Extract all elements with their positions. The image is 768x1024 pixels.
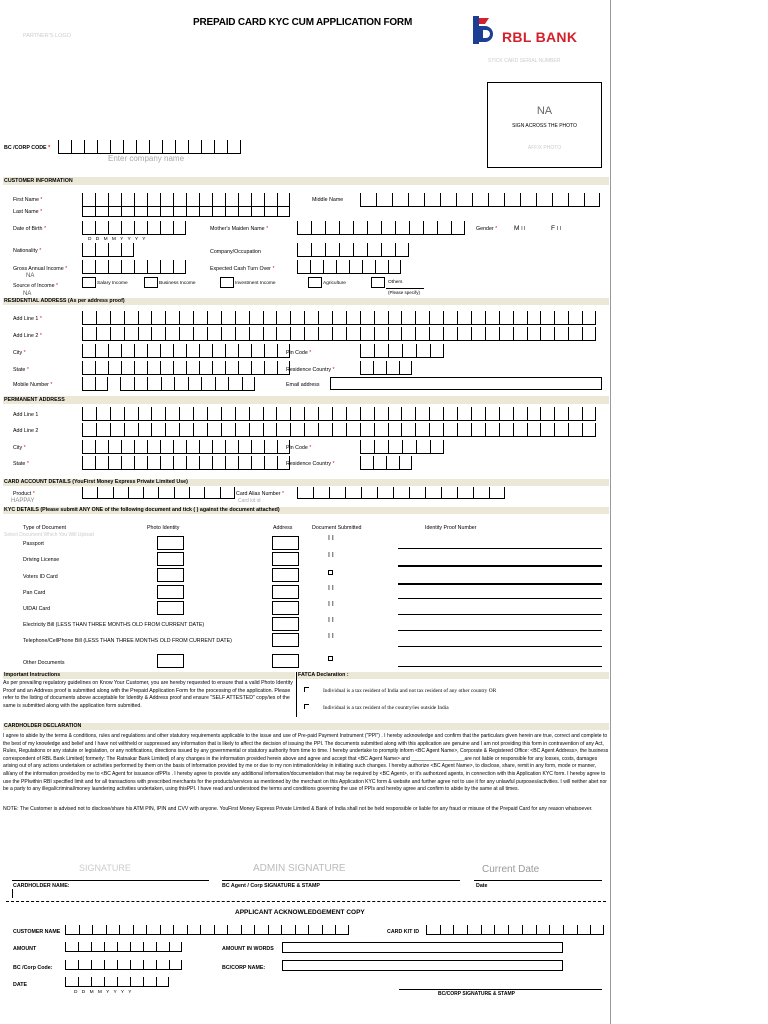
last-name-label: Last Name * — [13, 209, 43, 215]
current-date-field[interactable]: Current Date — [482, 864, 540, 875]
res-line1-label: Add Line 1 * — [13, 316, 42, 322]
kyc-col-photo: Photo Identity — [147, 525, 180, 531]
kyc-col-submitted: Document Submitted — [312, 525, 362, 531]
instructions-divider — [296, 672, 297, 717]
perm-state-boxes[interactable] — [82, 456, 290, 470]
agriculture-checkbox[interactable] — [308, 277, 322, 288]
ack-stamp-line — [399, 989, 602, 990]
passport-address-checkbox[interactable] — [272, 536, 299, 550]
voters-photo-checkbox[interactable] — [157, 568, 184, 582]
card-alias-input[interactable]: Card kit id — [238, 498, 261, 504]
others-specify-hint: (Please specify) — [388, 290, 421, 295]
company-name-input[interactable]: Enter company name — [108, 154, 185, 163]
res-state-boxes[interactable] — [82, 361, 290, 375]
telephone-proof-number[interactable] — [398, 646, 602, 647]
kyc-doc-other: Other Documents — [23, 660, 65, 666]
voters-submitted-checkbox[interactable] — [328, 570, 333, 575]
uidai-address-checkbox[interactable] — [272, 601, 299, 615]
res-city-boxes[interactable] — [82, 344, 290, 358]
mobile-number-boxes[interactable] — [120, 377, 255, 391]
driving-photo-checkbox[interactable] — [157, 552, 184, 566]
ack-date-format-hint: D D M M Y Y Y Y — [74, 990, 132, 995]
bc-signature-label: BC Agent / Corp SIGNATURE & STAMP — [222, 883, 320, 889]
bc-code-label: BC /CORP CODE * — [4, 145, 51, 151]
email-label: Email address — [286, 382, 320, 388]
ack-bc-code-label: BC /Corp Code: — [13, 965, 53, 971]
salary-income-label: Salary Income — [97, 281, 128, 286]
investment-income-label: Investment Income — [235, 281, 276, 286]
ack-date-label: DATE — [13, 982, 28, 988]
ack-amount-label: AMOUNT — [13, 946, 37, 952]
salary-income-checkbox[interactable] — [82, 277, 96, 288]
fatca-india-label: Individual is a tax resident of India and not tax resident of any other country OR — [323, 688, 497, 694]
res-pin-label: Pin Code * — [286, 350, 312, 356]
mother-maiden-name-label: Mother's Maiden Name * — [210, 226, 269, 232]
mobile-label: Mobile Number * — [13, 382, 53, 388]
cardholder-name-cursor — [12, 889, 13, 898]
fatca-india-checkbox[interactable] — [304, 687, 309, 692]
expected-turnover-boxes[interactable] — [297, 260, 401, 274]
gender-label: Gender * — [476, 226, 498, 232]
voters-address-checkbox[interactable] — [272, 568, 299, 582]
section-customer-info: CUSTOMER INFORMATION — [3, 177, 609, 185]
bank-name: RBL BANK — [502, 29, 578, 45]
gross-income-boxes[interactable] — [82, 260, 186, 274]
fatca-outside-checkbox[interactable] — [304, 704, 309, 709]
first-name-label: First Name * — [13, 197, 43, 203]
passport-photo-checkbox[interactable] — [157, 536, 184, 550]
section-cardholder-declaration: CARDHOLDER DECLARATION — [3, 723, 609, 730]
dob-boxes[interactable] — [82, 221, 186, 235]
telephone-address-checkbox[interactable] — [272, 633, 299, 647]
ack-title: APPLICANT ACKNOWLEDGEMENT COPY — [235, 909, 365, 916]
perm-city-label: City * — [13, 445, 26, 451]
gross-income-value: NA — [26, 273, 35, 279]
cardholder-name-label: CARDHOLDER NAME: — [13, 883, 70, 889]
source-income-value: NA — [23, 291, 32, 297]
others-checkbox[interactable] — [371, 277, 385, 288]
res-pin-boxes[interactable] — [360, 344, 444, 358]
electricity-proof-number[interactable] — [398, 630, 602, 631]
date-label: Date — [476, 883, 488, 889]
perm-line2-label: Add Line 2 — [13, 428, 39, 434]
middle-name-label: Middle Name — [312, 197, 344, 203]
uidai-proof-number[interactable] — [398, 614, 602, 615]
section-card-account: CARD ACCOUNT DETAILS (YouFirst Money Express Private Limited Use) — [3, 479, 609, 486]
ack-date-boxes[interactable] — [65, 977, 169, 987]
pan-address-checkbox[interactable] — [272, 585, 299, 599]
perm-pin-label: Pin Code * — [286, 445, 312, 451]
fatca-title: FATCA Declaration : — [297, 672, 609, 679]
expected-turnover-label: Expected Cash Turn Over * — [210, 266, 275, 272]
cardholder-name-line — [12, 880, 209, 881]
voters-proof-number[interactable] — [398, 583, 602, 585]
last-name-boxes[interactable] — [82, 203, 290, 217]
other-address-checkbox[interactable] — [272, 654, 299, 668]
source-income-label: Source of Income * — [13, 283, 59, 289]
ack-amount-boxes[interactable] — [65, 942, 182, 952]
res-country-label: Residence Country * — [286, 367, 335, 373]
other-proof-number[interactable] — [398, 666, 602, 667]
bc-signature-line — [222, 880, 460, 881]
pan-photo-checkbox[interactable] — [157, 585, 184, 599]
business-income-label: Business Income — [159, 281, 196, 286]
res-country-boxes[interactable] — [360, 361, 412, 375]
partner-logo: PARTNER'S LOGO — [23, 33, 71, 39]
kyc-doc-driving: Driving License — [23, 557, 60, 563]
ack-amount-words-label: AMOUNT IN WORDS — [222, 946, 274, 952]
kyc-col-type: Type of Document — [23, 525, 66, 531]
kyc-doc-uidai: UIDAI Card — [23, 606, 51, 612]
kyc-select-hint: Select Document Which You Will Upload — [4, 532, 94, 538]
res-state-label: State * — [13, 367, 29, 373]
res-line2-boxes[interactable] — [82, 327, 596, 341]
product-label: Product * — [13, 491, 35, 497]
other-submitted-checkbox[interactable] — [328, 656, 333, 661]
res-line1-boxes[interactable] — [82, 311, 596, 325]
photo-box[interactable] — [487, 82, 602, 168]
photo-caption: SIGN ACROSS THE PHOTO — [512, 123, 577, 129]
serial-number-label: STICK CARD SERIAL NUMBER — [488, 58, 561, 64]
ack-bc-name-label: BC/CORP NAME: — [222, 965, 266, 971]
rbl-bank-logo — [471, 16, 601, 50]
section-kyc: KYC DETAILS (Please submit ANY ONE of the following document and tick ( ) against the document attached) — [3, 507, 609, 514]
gender-male-option[interactable]: M I I — [514, 225, 526, 232]
driving-submitted-toggle[interactable]: I I — [328, 552, 334, 559]
ack-customer-name-boxes[interactable] — [65, 925, 349, 935]
ack-bc-name-input[interactable] — [282, 960, 563, 971]
dob-label: Date of Birth * — [13, 226, 46, 232]
driving-address-checkbox[interactable] — [272, 552, 299, 566]
perm-line1-label: Add Line 1 — [13, 412, 39, 418]
kyc-doc-passport: Passport — [23, 541, 44, 547]
nationality-label: Nationality * — [13, 248, 42, 254]
mother-maiden-name-boxes[interactable] — [297, 221, 465, 235]
pan-submitted-toggle[interactable]: I I — [328, 585, 334, 592]
driving-proof-number[interactable] — [398, 565, 602, 567]
gross-income-label: Gross Annual Income * — [13, 266, 68, 272]
passport-proof-number[interactable] — [398, 548, 602, 549]
form-title: PREPAID CARD KYC CUM APPLICATION FORM — [193, 17, 413, 28]
uidai-photo-checkbox[interactable] — [157, 601, 184, 615]
declaration-note: NOTE: The Customer is advised not to disclose/share his ATM PIN, IPIN and CVV with anyone. YouFirst Money Express Private Limited & Bank of India shall not be held responsible or liable for any fraud or misuse of the Prepaid Card for any reason whatsoever. — [3, 806, 593, 812]
product-boxes[interactable] — [82, 487, 235, 499]
email-input[interactable] — [330, 377, 602, 390]
cut-line — [6, 901, 606, 902]
company-occupation-boxes[interactable] — [297, 243, 409, 257]
card-alias-label: Card Alias Number * — [236, 491, 284, 497]
electricity-submitted-toggle[interactable]: I I — [328, 617, 334, 624]
investment-income-checkbox[interactable] — [220, 277, 234, 288]
company-occupation-label: Company/Occupation — [210, 249, 261, 255]
kyc-doc-pan: Pan Card — [23, 590, 46, 596]
passport-submitted-toggle[interactable]: I I — [328, 535, 334, 542]
kyc-col-proof: Identity Proof Number — [425, 525, 477, 531]
ack-amount-words-input[interactable] — [282, 942, 563, 953]
product-value: HAPPAY — [11, 498, 35, 504]
kyc-doc-voters: Voters ID Card — [23, 574, 58, 580]
electricity-address-checkbox[interactable] — [272, 617, 299, 631]
res-line2-label: Add Line 2 * — [13, 333, 42, 339]
ack-card-kit-label: CARD KIT ID — [387, 929, 420, 935]
perm-state-label: State * — [13, 461, 29, 467]
perm-country-label: Residence Country * — [286, 461, 335, 467]
kyc-doc-electricity: Electricity Bill (LESS THAN THREE MONTHS OLD FROM CURRENT DATE) — [23, 622, 205, 628]
declaration-text: I agree to abide by the terms & conditions, rules and regulations and other statutory requirements applicable to the issue and use of Pre-paid Payment Instrument ("PPI") . I hereby acknowledge and confirm that the particulars given herein are true, correct and complete to the best of my knowledge and belief and I have not withheld or suppressed any information that is likely to affect the decision of issuing the PPI. The documents submitted along with this application are genuine and I am not providing this form in contravention of any Act, Rules, Regulations or any statute or legislation, or any notifications, directions issued by any governmental or statutory authority from time to time. I hereby undertake to promptly inform <BC Agent Name>, Corporate & Registered Office: <BC Agent Address>, the business correspondent of RBL Bank Limited( formerly: The Ratnakar Bank Limited) of any changes in the information provided herein above and agree and accept that <BC Agent Name> and ___________________are not liable or responsible for any losses, costs, damages arising out of any actions undertaken or activities performed by them on the basis of information provided by me or due to my non intimation/delay in initiating such changes. I hereby authorize <BC Agent Name>, to disclose, share, remit in any form, mode or manner, all/any of the information provided by me to <BC Agent for issuance ofPPIs . I hereby agree to provide any additional information/documentation that may be required by <BC Agent>, or it's authorized agents, in connection with this Application KYC form. I hereby agree to use the PPIwithin RBI specified limit and for all transactions with prescribed merchants for the products/services as mentioned by the merchant on this Application KYC form & website and further agree not to use it for any unlawful purposes/activities. I will neither abet nor be a party to any illegal/criminal/money laundering activities undertaken, using thisPPI. I have read and understood the terms and conditions governing the use of PPIs and hereby agree and confirm to abide by the same at all times. — [3, 733, 609, 793]
mobile-prefix-boxes[interactable] — [82, 377, 108, 391]
bc-code-boxes[interactable] — [58, 140, 241, 154]
ack-bc-code-boxes[interactable] — [65, 960, 182, 970]
fatca-outside-label: Individual is a tax resident of the country/ies outside India — [323, 705, 449, 711]
others-label: Others — [388, 280, 403, 285]
business-income-checkbox[interactable] — [144, 277, 158, 288]
res-city-label: City * — [13, 350, 26, 356]
uidai-submitted-toggle[interactable]: I I — [328, 601, 334, 608]
section-residential-address: RESIDENTIAL ADDRESS (As per address proof) — [3, 298, 609, 305]
ack-customer-name-label: CUSTOMER NAME — [13, 929, 61, 935]
dob-format-hint: D D M M Y Y Y Y — [88, 237, 146, 242]
perm-city-boxes[interactable] — [82, 440, 290, 454]
date-line — [474, 880, 602, 881]
others-specify-line[interactable] — [386, 288, 424, 289]
ack-stamp-label: BC/CORP SIGNATURE & STAMP — [438, 991, 515, 997]
kyc-col-address: Address — [273, 525, 293, 531]
card-alias-boxes[interactable] — [297, 487, 505, 499]
section-permanent-address: PERMANENT ADDRESS — [3, 396, 609, 404]
instructions-text: As per prevailing regulatory guidelines on Know Your Customer, you are hereby requested to ensure that a valid Photo Identity Proof and an Address proof is submitted along with the Prepaid Application Form for the processing of the application. Please refer to the listing of documents above acceptable for Identity & Address proof and ensure "SELF ATTESTED" copy/ies of the same is submitted along with the application form submitted. — [3, 680, 293, 709]
rbl-logo-icon — [471, 16, 497, 48]
gender-female-option[interactable]: F I I — [551, 225, 561, 232]
admin-signature-field[interactable]: ADMIN SIGNATURE — [253, 863, 346, 874]
pan-proof-number[interactable] — [398, 598, 602, 599]
perm-line1-boxes[interactable] — [82, 407, 596, 421]
agriculture-label: Agriculture — [323, 281, 346, 286]
middle-name-boxes[interactable] — [360, 193, 600, 207]
other-photo-checkbox[interactable] — [157, 654, 184, 668]
perm-pin-boxes[interactable] — [360, 440, 444, 454]
perm-country-boxes[interactable] — [360, 456, 412, 470]
telephone-submitted-toggle[interactable]: I I — [328, 633, 334, 640]
affix-photo-label: AFFIX PHOTO — [527, 145, 562, 151]
nationality-boxes[interactable] — [82, 243, 134, 257]
photo-value: NA — [536, 105, 553, 117]
perm-line2-boxes[interactable] — [82, 423, 596, 437]
instructions-title: Important Instructions — [3, 672, 295, 679]
signature-field[interactable]: SIGNATURE — [79, 863, 131, 873]
kyc-doc-telephone: Telephone/CellPhone Bill (LESS THAN THREE MONTHS OLD FROM CURRENT DATE) — [23, 638, 232, 644]
ack-card-kit-boxes[interactable] — [426, 925, 604, 935]
